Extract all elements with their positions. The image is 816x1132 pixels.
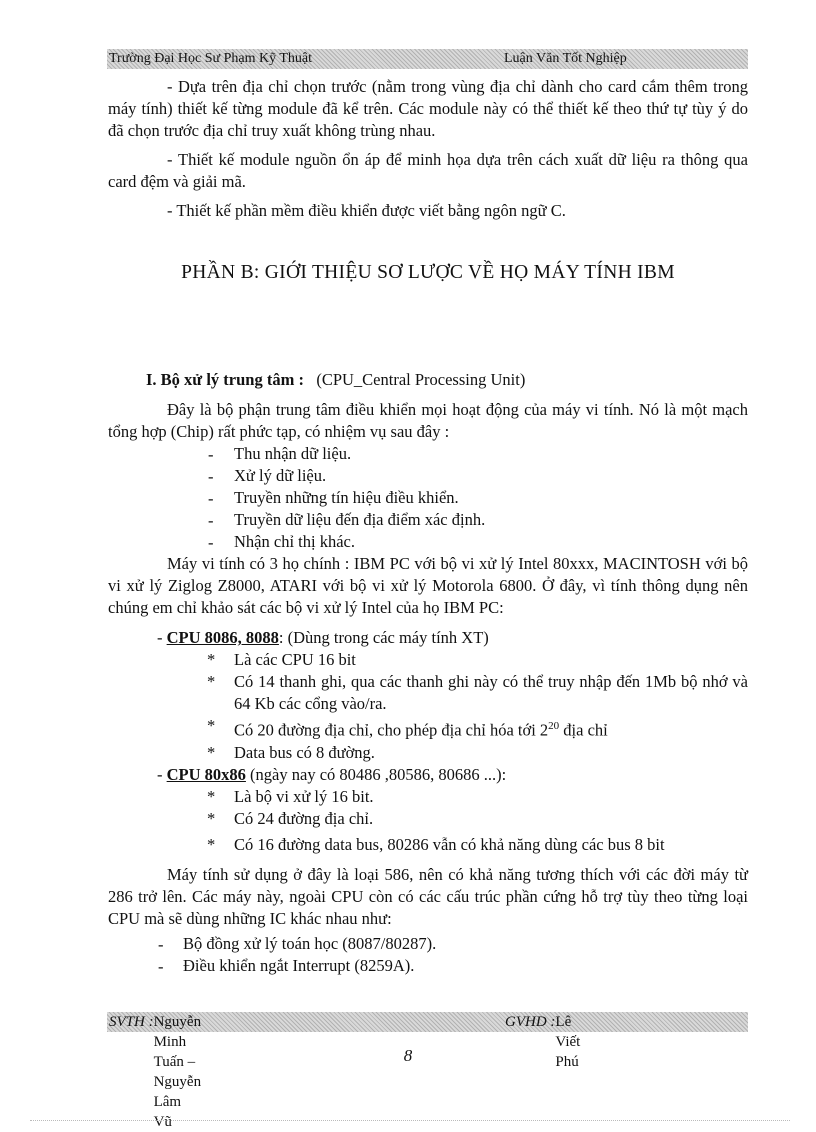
- footer-advisor: [505, 1012, 581, 1070]
- list-item: * Có 14 thanh ghi, qua các thanh ghi này có thể truy nhập đến 1Mb bộ nhớ và 64 Kb các cổng vào/ra.: [207, 672, 748, 713]
- footer-authors: [109, 1012, 202, 1130]
- cpu-8086-heading: - CPU 8086, 8088: (Dùng trong các máy tính XT): [157, 628, 489, 647]
- svth-names: Nguyễn Minh Tuấn – Nguyễn Lâm Vũ: [153, 1014, 202, 1130]
- part-title: PHẦN B: GIỚI THIỆU SƠ LƯỢC VỀ HỌ MÁY TÍNH IBM: [181, 262, 675, 283]
- star-marker: *: [207, 808, 216, 828]
- star-marker: *: [207, 672, 216, 691]
- cpu-80x86-name: CPU 80x86: [166, 764, 246, 784]
- star-marker: *: [207, 834, 216, 854]
- header-thesis: Luận Văn Tốt Nghiệp: [504, 51, 627, 66]
- list-item: - Thu nhận dữ liệu.: [208, 444, 352, 464]
- intro-paragraph-2: - Thiết kế module nguồn ổn áp để minh họa dựa trên cách xuất dữ liệu ra thông qua card đệm và giải mã.: [108, 150, 748, 191]
- task-list: [108, 443, 748, 553]
- header-school: Trường Đại Học Sư Phạm Kỹ Thuật: [109, 51, 313, 66]
- star-marker: *: [207, 716, 216, 735]
- cpu-80x86-heading: - CPU 80x86 (ngày nay có 80486 ,80586, 80686 ...):: [157, 764, 507, 784]
- section-heading-bold: I. Bộ xử lý trung tâm :: [146, 370, 304, 389]
- list-item: * Là bộ vi xử lý 16 bit.: [207, 786, 374, 806]
- list-item: * Có 16 đường data bus, 80286 vẫn có khả năng dùng các bus 8 bit: [207, 834, 665, 854]
- dash-marker: -: [208, 467, 214, 486]
- section-paragraph-3: Máy tính sử dụng ở đây là loại 586, nên có khả năng tương thích với các đời máy từ 286 trở lên. Các máy này, ngoài CPU còn có các cấu trúc phần cứng hỗ trợ tùy theo từng loại CPU mà sẽ dùng những IC khác nhau như:: [108, 864, 748, 928]
- section-paragraph-1: Đây là bộ phận trung tâm điều khiển mọi hoạt động của máy vi tính. Nó là một mạch tổng hợp (Chip) rất phức tạp, có nhiệm vụ sau đây :: [108, 400, 748, 441]
- page-number: 8: [403, 1046, 413, 1065]
- list-item: * Là các CPU 16 bit: [207, 650, 356, 669]
- intro-block: [108, 76, 748, 222]
- list-item: - Xử lý dữ liệu.: [208, 466, 327, 486]
- list-item: * Data bus có 8 đường.: [207, 742, 375, 762]
- gvhd-name: Lê Viết Phú: [555, 1014, 581, 1070]
- dash-marker: -: [208, 533, 214, 552]
- cpu-section: [108, 369, 748, 977]
- list-item: - Nhận chỉ thị khác.: [208, 532, 355, 552]
- cpu-8086-name: CPU 8086, 8088: [166, 628, 279, 647]
- dash-marker: -: [208, 489, 214, 508]
- page-header: [107, 49, 748, 69]
- list-item: - Điều khiển ngắt Interrupt (8259A).: [158, 955, 415, 976]
- dash-marker: -: [208, 445, 214, 464]
- dash-marker: -: [158, 934, 164, 954]
- intro-paragraph-1: - Dựa trên địa chỉ chọn trước (nằm trong vùng địa chỉ dành cho card cắm thêm trong máy tính) thiết kế từng module đã kể trên. Các module này có thể thiết kế theo thứ tự tùy ý do đã chọn trước địa chỉ truy xuất không trùng nhau.: [108, 77, 748, 140]
- list-item: - Truyền dữ liệu đến địa điểm xác định.: [208, 510, 486, 530]
- svth-label: SVTH :: [109, 1014, 154, 1030]
- page-edge-divider: [30, 1120, 790, 1121]
- list-item: - Truyền những tín hiệu điều khiển.: [208, 488, 459, 508]
- list-item: * Có 20 đường địa chỉ, cho phép địa chỉ hóa tới $2^{20}$ địa chỉ: [207, 716, 608, 740]
- star-marker: *: [207, 742, 216, 762]
- dash-marker: -: [158, 956, 164, 976]
- star-marker: *: [207, 650, 216, 669]
- page-footer: [107, 1012, 748, 1130]
- section-heading-rest: (CPU_Central Processing Unit): [316, 370, 526, 389]
- list-item: * Có 24 đường địa chỉ.: [207, 808, 374, 828]
- gvhd-label: GVHD :: [505, 1014, 556, 1030]
- list-item: - Bộ đồng xử lý toán học (8087/80287).: [158, 933, 437, 954]
- section-paragraph-2: Máy vi tính có 3 họ chính : IBM PC với bộ vi xử lý Intel 80xxx, MACINTOSH với bộ vi xử lý Ziglog Z8000, ATARI với bộ vi xử lý Motorola 6800. Ở đây, vì tính thông dụng nên chúng em chỉ khảo sát các bộ vi xử lý Intel của họ IBM PC:: [108, 554, 748, 617]
- section-heading: [108, 369, 748, 391]
- intro-paragraph-3: - Thiết kế phần mềm điều khiển được viết bằng ngôn ngữ C.: [167, 201, 566, 220]
- star-marker: *: [207, 786, 216, 806]
- dash-marker: -: [208, 511, 214, 530]
